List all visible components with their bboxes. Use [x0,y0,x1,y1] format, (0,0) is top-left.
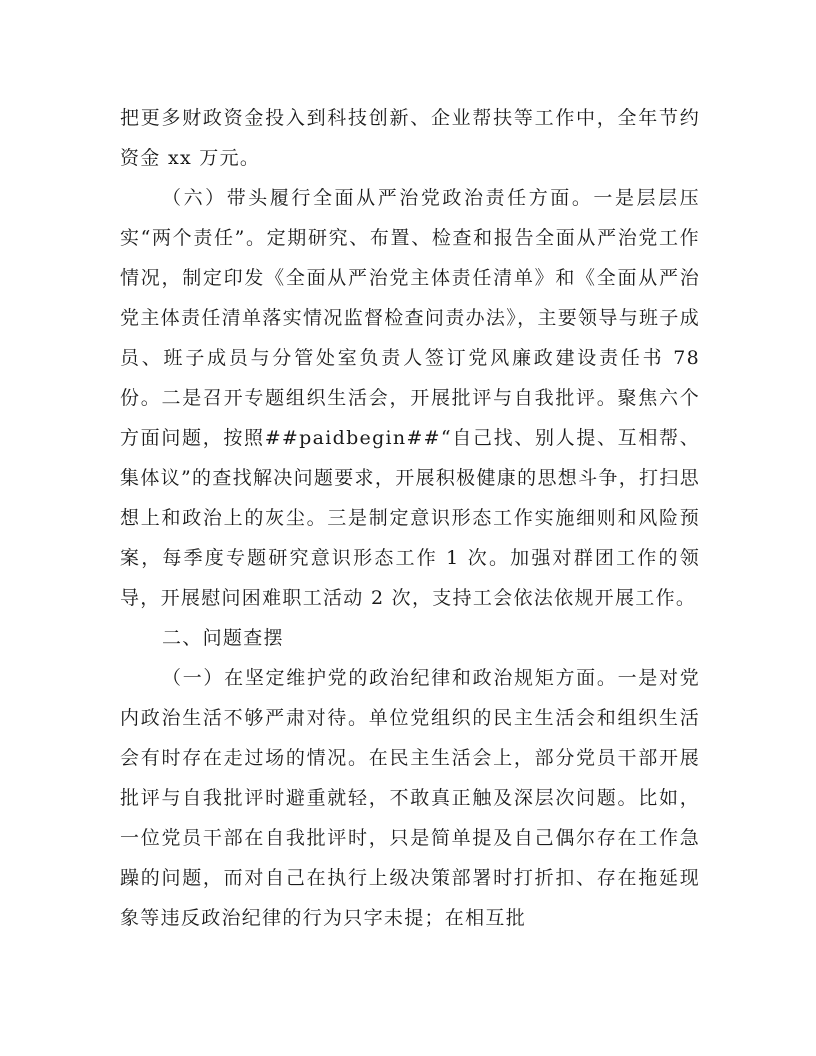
document-body [120,98,700,938]
paragraph-section-one: （一）在坚定维护党的政治纪律和政治规矩方面。一是对党内政治生活不够严肃对待。单位党组织的民主生活会和组织生活会有时存在走过场的情况。在民主生活会上，部分党员干部开展批评与自我批评时避重就轻，不敢真正触及深层次问题。比如，一位党员干部在自我批评时，只是简单提及自己偶尔存在工作急躁的问题，而对自己在执行上级决策部署时打折扣、存在拖延现象等违反政治纪律的行为只字未提；在相互批 [120,667,700,929]
section-heading-problems: 二、问题查摆 [162,627,284,649]
paragraph-continuation: 把更多财政资金投入到科技创新、企业帮扶等工作中，全年节约资金 xx 万元。 [120,107,700,169]
paragraph-section-six: （六）带头履行全面从严治党政治责任方面。一是层层压实“两个责任”。定期研究、布置、检查和报告全面从严治党工作情况，制定印发《全面从严治党主体责任清单》和《全面从严治党主体责任清单落实情况监督检查问责办法》，主要领导与班子成员、班子成员与分管处室负责人签订党风廉政建设责任书 78 份。二是召开专题组织生活会，开展批评与自我批评。聚焦六个方面问题，按照##paidbegin##“自己找、别人提、互相帮、集体议”的查找解决问题要求，开展积极健康的思想斗争，打扫思想上和政治上的灰尘。三是制定意识形态工作实施细则和风险预案，每季度专题研究意识形态工作 1 次。加强对群团工作的领导，开展慰问困难职工活动 2 次，支持工会依法依规开展工作。 [120,187,700,609]
